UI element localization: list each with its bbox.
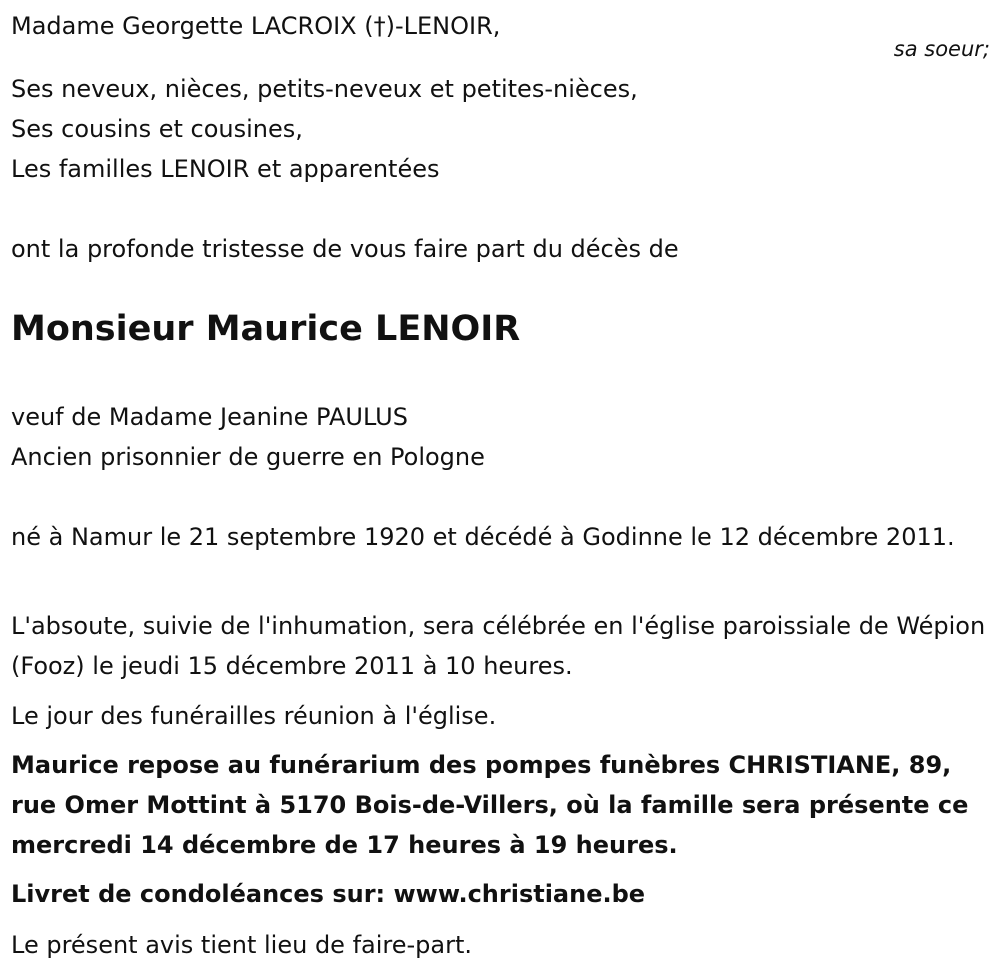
- deceased-name: Monsieur Maurice LENOIR: [11, 309, 521, 349]
- reunion: Le jour des funérailles réunion à l'église.: [11, 702, 497, 730]
- family-line-1: Ses neveux, nièces, petits-neveux et petites-nièces,: [11, 75, 638, 103]
- condolences: Livret de condoléances sur: www.christiane.be: [11, 880, 646, 908]
- ceremony: L'absoute, suivie de l'inhumation, sera célébrée en l'église paroissiale de Wépion (Fooz) le jeudi 15 décembre 2011 à 10 heures.: [11, 612, 986, 680]
- sender-relation: sa soeur;: [893, 37, 990, 61]
- funerarium: Maurice repose au funérarium des pompes funèbres CHRISTIANE, 89, rue Omer Mottint à 5170 Bois-de-Villers, où la famille sera présente ce mercredi 14 décembre de 17 heures à 19 heures.: [11, 751, 969, 859]
- sender-name: Madame Georgette LACROIX (†)-LENOIR,: [11, 12, 501, 40]
- birth-death: né à Namur le 21 septembre 1920 et décédé à Godinne le 12 décembre 2011.: [11, 523, 955, 551]
- announcement: ont la profonde tristesse de vous faire part du décès de: [11, 235, 679, 263]
- widower-line: veuf de Madame Jeanine PAULUS: [11, 403, 408, 431]
- family-line-3: Les familles LENOIR et apparentées: [11, 155, 440, 183]
- family-line-2: Ses cousins et cousines,: [11, 115, 303, 143]
- title-line: Ancien prisonnier de guerre en Pologne: [11, 443, 485, 471]
- closing: Le présent avis tient lieu de faire-part.: [11, 931, 473, 959]
